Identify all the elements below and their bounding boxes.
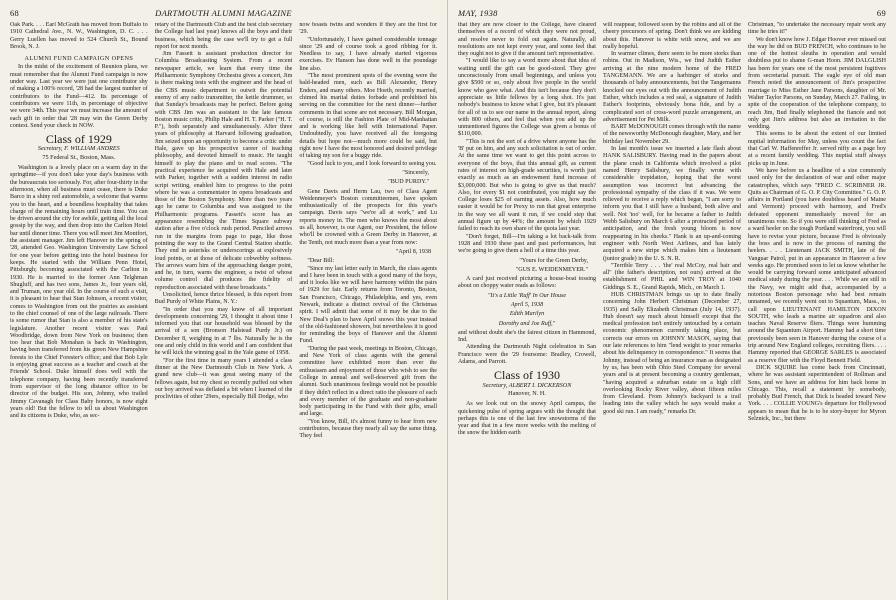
column-4 — [458, 22, 596, 594]
paragraph: Unsolicited, hence thrice blessed, is this report from Bud Purdy of White Plains, N. Y.: — [154, 291, 293, 306]
paragraph: Washington is a lovely place on a warm day in the springtime—if you don't take your day's business with the bureaucrats too seriously. For, after four-thirty in the afternoon, when all business must cease, there is Duke Barco in a shiny red automobile, a welcome that warms you to the heart, and a boundless hospitality that takes charge of the remaining hours until train time. You can be driven around the city for awhile, getting all the local gossip by the way, and then drop into the Carlton Hotel bar until dinner time. There you will meet Jim Montfort, the assistant manager. Jim left Hanover in the spring of '28, attended Geo. Washington University Law School for one year before getting into the hotel business for keeps. He started with the William Penn Hotel, Pittsburgh; becoming associated with the Carlton in 1930. He is married to the former Ann Telghman Shugluff, and has two sons, James Jr., four years old, and Truman, one year old. In the course of such a visit, it is pleasant to hear that Stan Johnson, a recent visitor, comes to Washington from out the prairies as assistant to the chief counsel of one of the large railroads. There is some rumor that Stan is also a member of his state's legislature. Another recent visitor was Paul Woodbridge, down from New York on business; then too hear that Bob Monahan is back in Washington, having been transferred from his green New Hampshire forests to the Chief Forester's office; and that Bob Lyle is enjoying great success as a teacher and coach at the Friends' School. Duke himself does well with the telephone company, having been recently transferred from supervisor of the long distance office to be director of the budget. His son, Johnny, who trailed Jimmy Cavanagh for Class Baby honors, is now eight years old! But the fellow to tell us about Washington and its citizens is Duke, who, as sec- — [10, 165, 148, 420]
column-5 — [603, 22, 741, 594]
paragraph: In last month's issue we inserted a late flash about HANK SALISBURY. Having read in the papers about the plane crash in California which involved a pilot named Henry Salisbury, we finally wrote with considerable trepidation, hoping that the worst assumption was incorrect but advancing the professional sympathy of the class if it was. We were relieved to receive a reply which began, "I am sorry to inform you that I still have a husband, both alive and well. Not 'too' well, for he became a father to Judith Webb Salisbury on March 6 after a protracted period of anticipation, and the fresh young bloom is now reappearing in his cheeks." Hank is an up-and-coming engineer with North West Airlines, and has lately acquired a new stripe which makes him a lieutenant (junior grade) in the U. S. N. R. — [603, 146, 741, 262]
paragraph: DICK SQUIRE has come back from Cincinnati, where he was assistant superintendent of Rollman and Sons, and we have an address for him back home in Chicago. This, recall a statement by somebody, probably Bud French, that Dick is headed toward New York. . . . COLLIE YOUNG's departure for Hollywood appears to mean that he is to be story-buyer for Myron Selznick, Inc., but there — [748, 364, 886, 423]
class-heading: Class of 1930 — [494, 368, 560, 383]
paragraph: "Don't forget, Bill—I'm taking a lot back-talk from 1928 and 1930 these past and past performances, but we're going to give them a hell of a time this year. — [458, 233, 596, 255]
column-6 — [748, 22, 886, 594]
card-quote-line: April 5, 1938 — [510, 301, 544, 308]
right-page — [448, 0, 896, 600]
paragraph: "Dear Bill: — [307, 258, 335, 265]
paragraph: "During the past week, meetings in Boston, Chicago, and New York of class agents with the general committee have exhibited more than ever the enthusiasm and enjoyment of those who wish to see the College in annual and well-deserved gift from the alumni. Such unanimous feelings would not be possible if they didn't reflect in a direct ratio the pleasure of each and every member of the graduate and non-graduate body participating in the Fund with their gifts, small and large. — [299, 345, 438, 418]
secretary-address: 75 Federal St., Boston, Mass. — [42, 153, 116, 161]
paragraph: "This is not the sort of a drive where anyone has the 'B' put on him, and any such solicitation is out of order. At the same time we want to get this point across to everyone of the boys, that this annual gift, as current rates of interest on high-grade securities, is worth just exactly as much as an endowment fund increase of $3,000,000. But who is going to give us that much? Also, for every $1 not contributed, you might say the College loses $25 of earning assets. Also, how much easier it would be for Prexy to run that great enterprise in the way we all want it run, if we could step that annual figure up by 44%; the amount by which 1929 failed to reach its own share of the quota last year. — [458, 138, 596, 233]
paragraph: "Good luck to you, and I look forward to seeing you. — [307, 160, 437, 167]
paragraph: We have before us a headline of a size commonly used only for the declaration of war and other major catastrophes, which says "FRED C. SCRIBNER JR. Quits as Chairman of G. O. P. City Committee." G. O. P. affairs in Portland (you have doubtless heard of Maine and Vermont) proceed with harmony, and Fred's defeated opponent immediately moved for an unanimous vote. So if you were still thinking of Fred as a ward heeler on the tough Portland waterfront, you will have to revise your picture, because Fred is obviously the boss and is now in the process of naming the heelers. . . . Lieutenant JACK SMITH, late of the Vanguar Patrol, put in an appearance in Hanover a few weeks ago. He promised soon to let us know whether he would be carrying forward some anticipated advanced medical study during the year. . . . While we are still in the Navy, we might add that, accompanied by a notorious Boston personage who had best remain unnamed, we recently went out to Squantum, Mass., to call upon LIEUTENANT HAMILTON DIXON SOUTH, who leads a marine air squadron and also teaches Naval Reserve fliers. Things were humming around the Squantum Airport. Hammy had a short time previously been seen in Hanover during the course of a trip around New England colleges, recruiting fliers. . . . Hammy reported that GEORGE SARLES is associated as a reserve flier with the Floyd Bennett Field. — [748, 167, 886, 364]
paragraph: In the midst of the excitement of Reunion plans, we must remember that the Alumni Fund campaign is now under way. Last year we were just one contributor shy of making a 100% record, '28 had the largest number of contributors to the Fund—412. Its percentage of contributors we were 11th, in percentage of objective we were 34th. This year we must increase the amount of each gift in order that '28 may win the Green Derby contest. Send your check in NOW. — [10, 64, 148, 129]
left-page-number: 68 — [10, 8, 20, 18]
paragraph: "The most prominent spots of the evening were the bald-headed men, such as Bill Alexander, Henry Enders, and many others. Moe Hoeth, recently married, chimed his marital duties forbade and prohibited his serving on the committee for the next dinner—further comments in that scene are not necessary. Bill Morgan, of course, is still the Fashion Plate of Mid-Manhattan and is working like hell with International Paper. Undoubtedly, you have received all the foregoing details but hope not—much more could be said, but right now I have the most honored and desired privilege of taking my son for a buggy ride. — [299, 73, 438, 160]
paragraph: Oak Park. . . . Earl McGrath has moved from Buffalo to 1910 Cathedral Ave., N. W., Washington, D. C. . . . Gerry Luellen has moved to 524 Church St., Bound Brook, N. J. — [10, 22, 148, 50]
class-heading: Class of 1929 — [45, 132, 112, 147]
signature-closing: "Yours for the Green Derby, — [519, 257, 588, 264]
section-heading: ALUMNI FUND CAMPAIGN OPENS — [24, 55, 134, 63]
paragraph: will reappear, followed soon by the robins and all of the cheery precursors of spring. Don't think we are kidding about this. Hanover is white with snow, and we are really hopeful. — [603, 22, 741, 50]
right-running-title: MAY, 1938 — [458, 8, 498, 18]
signature-closing: "Sincerely, — [402, 169, 430, 176]
secretary-line: Secretary, ALBERT I. DICKERSON — [482, 381, 572, 389]
paragraph: that they are now closer to the College, have cleared themselves of a record of which they were not proud, and resolve never to fold out again. Naturally, all resolutions are not kept every year, and some feel that they ought not to give if the amount isn't representative. — [458, 22, 596, 58]
paragraph: We don't know how J. Edgar Hoover ever missed out the way he did on BUD FRENCH, who continues to be one of the hottest sleuths in operation and would doubtless put to shame G-man Hoon. JIM DALGLISH has been for years one of the most persistent fugitives from secretarial pursuit. The eagle eye of old man French noted the announcement of Jim's prospective marriage to Miss Esther Jane Parsons, daughter of Mr. Walter Taylor Parsons, on Sunday, March 27. Failing, in spite of the cooperation of the telephone company, to reach Jim, Bud finally telephoned the fiancée and not only got Jim's address but also an invitation to the wedding. — [748, 36, 886, 131]
paragraph: A card just received picturing a house-boat tossing about on choppy water reads as follows: — [458, 276, 596, 290]
left-page-header — [10, 8, 437, 20]
left-running-title: DARTMOUTH ALUMNI MAGAZINE — [155, 8, 292, 18]
right-page-number: 69 — [876, 8, 886, 18]
card-quote-line: "It's a Little 'Ruff' In Our House — [487, 292, 567, 299]
card-quote-line: Edith Marilyn — [509, 311, 545, 318]
paragraph: "You know, Bill, it's almost funny to hear from new contributors, because they nearly all say the same thing. They feel — [299, 418, 438, 440]
card-quote-line: Dorothy and Joe Ruff," — [498, 320, 556, 327]
left-page-columns — [10, 22, 437, 594]
right-page-header — [458, 8, 886, 20]
paragraph: "Terrible Terry . . . 'the' real McCoy, real hair and all" (the father's description, not ours) arrived at the establishment of PHIL and WIN TROY at 1040 Giddings S. E., Grand Rapids, Mich., on March 1. — [603, 262, 741, 291]
paragraph: As we look out on the snowy April campus, the quickening pulse of spring argues with the thought that perhaps this is one of the last few snowstorms of the year and that in a few more weeks with the melting of the snow the hidden earth — [458, 401, 596, 437]
paragraph: and without doubt she's the fairest citizen in Hammond, Ind. — [458, 329, 596, 344]
paragraph: HUB CHRISTMAN brings us up to date finally concerning John Herbert Christman (December 27, 1935) and Sally Elizabeth Christman (July 14, 1937). Hub doesn't say much about himself except that the medical profession isn't entirely untouched by a certain economic phenomenon currently taking place, but corrects our errors on JOHNNY MASON, saying that our late references to him "lend weight to your remarks about his delinquency in correspondence." It seems that Johnny, instead of being an insurance man as designated by us, has been with Ohio Steel Company for several years and is at present becoming a country gentleman, "having acquired a suburban estate on a high cliff overlooking Rocky River valley, about fifteen miles from Cleveland. From Johnny's backyard is a trail leading into the valley which he says would make a good ski run. I am ready," remarks Dr. — [603, 291, 741, 415]
column-1 — [10, 22, 148, 594]
secretary-address: Hanover, N. H. — [508, 389, 546, 397]
paragraph: In warmer climes, there seem to be more storks than robins. Out in Madison, Wis., we find Judith Esther arriving at the nine modern home of the FRED TANGEMANN. We are a harbinger of storks and thousands of baby announcements, but the Tangemanns knocked our eyes out with the announcement of Judith Esther, which includes a red seal, a signature of Judith Esther's footprints, obviously bona fide, and by a complicated sort of cross-word puzzle arrangement, an advertisement for Pet Milk. — [603, 51, 741, 123]
paragraph: "In order that you may know of all important developments concerning '29, I thought it about time I informed you that our household was blessed by the arrival of a son (Bronson Halstead Purdy Jr.) on December 8, weighing in at 7 lbs. Naturally he is the one and only child in this world and I am confident that he will kick the winning goal in the Yale game of 1958. — [154, 306, 293, 357]
paragraph: This seems to be about the extent of our limited nuptial information for May, unless you count the fact that Carl W. Haffenreffer Jr. served nifty as a page boy at a recent family wedding. This nuptial stuff always picks up in June. — [748, 131, 886, 167]
paragraph: "I would like to say a word more about that idea of waiting until the gift can be good-sized. They give unconsciously from small beginnings, and unless you give $500 or so, only about five people in the world know who gave what. And this isn't because they don't appreciate us little fellows by a long shot. It's just nobody's business to know what I give, but it's pleasant for all of us to see our name in the annual report, along with 800 others, and feel that when you add up the unmentioned figures the College was given a bonus of $110,000. — [458, 58, 596, 138]
paragraph: now boasts twins and wonders if they are the first for '29. — [299, 22, 438, 36]
paragraph: "For the first time in many years I attended a class dinner at the New Dartmouth Club in New York. A grand new club—it was great seeing many of the fellows again, but my chest so recently puffed out when our boy arrived was deflated a bit when I learned of the proclivities of other '29ers, especially Bill Dodge, who — [154, 357, 293, 401]
secretary-line: Secretary, F. WILLIAM ANDRES — [37, 145, 120, 153]
signature-name: "GUS E. WEIDENMEYER." — [515, 266, 588, 273]
paragraph: Gene Davis and Herm Lau, two of Class Agent Weidenmeyer's Boston committeemen, have spoken enthusiastically of the prospects for this year's campaign. Davis says "we're all at work," and Lu reports money in. The men who knows the most about us all, however, is our Agent, our President, the fellow who'll be crowned with a Green Derby in Hanover, at the Tenth, not much more than a year from now: — [299, 188, 438, 246]
paragraph: Jim Fassett is assistant production director for Columbia Broadcasting System. From a recent newspaper article, we learn that every time the Philharmonic Symphony Orchestra gives a concert, Jim is there making tests with the engineer and the head of the CBS music department to outwit the potential enemy of any radio transmitter, the kettle drummer, so that Sunday's broadcasts may be perfect. Before going with CBS Jim was an assistant to the late famous Boston music critic, Philip Hale and H. T. Parker ("H. T. P."), both separately and simultaneously. After three years of philosophy at Harvard following graduation, Jim seized upon an opportunity to become a critic under Hale, gave up his prospective career of teaching philosophy, and devoted himself to music. He taught himself to play the piano and to read scores. "The practical experience he acquired with Hale and later with Parker, together with a sudden interest in radio script writing, enabled him to progress to the point where he was a commentator in opera broadcasts and those of the Boston Symphony. More than two years ago he came to Columbia and was assigned to the Philharmonic programs. Fassett's score has an appearance resembling the Times Square subway station after a five o'clock rush period. Penciled arrows run in the margins from page to page, like those pointing the way to the Grand Central Station shuttle. They end in asterisks or underscorings at explosively loud points, or at those of delicate cobwebby softness. The arrows warn him of the approaching danger point, and he, in turn, warns the engineer, a twist of whose volume control dial produces the fidelity of reproduction associated with these broadcasts." — [154, 51, 293, 291]
letter-date: "April 8, 1938 — [395, 248, 432, 255]
signature-name: "BUD PURDY." — [388, 179, 430, 186]
paragraph: "Unfortunately, I have gained considerable tonnage since '29 and of course took a good ribbing for it. Needless to say, I have already started vigorous exercises. Ev Hanson has done well in the poundage line also. — [299, 36, 438, 72]
column-3 — [299, 22, 437, 594]
paragraph: Attending the Dartmouth Night celebration in San Francisco were the '29 foursome: Bradley, Crowell, Adams, and Parrott. — [458, 344, 596, 366]
paragraph: retary of the Dartmouth Club and the best club secretary the College had last year) knows all the boys and their business, which being the case we'll try to get a full report for next month. — [154, 22, 293, 50]
paragraph: BART McDONOUGH comes through with the name of the newsworthy McDonough daughter, Mary, and her birthday last November 29. — [603, 124, 741, 145]
right-page-columns — [458, 22, 886, 594]
paragraph: Christman, "to undertake the necessary repair work any time he tries it!" — [748, 22, 886, 36]
paragraph: "Since my last letter early in March, the class agents and I have been in touch with a good many of the boys, and it looks like we will have harmony within the pairs of 1929 for fair. Early returns from Toronto, Boston, San Francisco, Chicago, Philadelphia, and yes, even Newark, indicate a distinct revival of the Christmas spirit. I will admit that some of it may be due to the New Deal's plan to have April snows this year instead of the old-fashioned showers, but nevertheless it is good for reminding the boys of Hanover and the Alumni Fund. — [299, 265, 438, 345]
column-2 — [155, 22, 293, 594]
